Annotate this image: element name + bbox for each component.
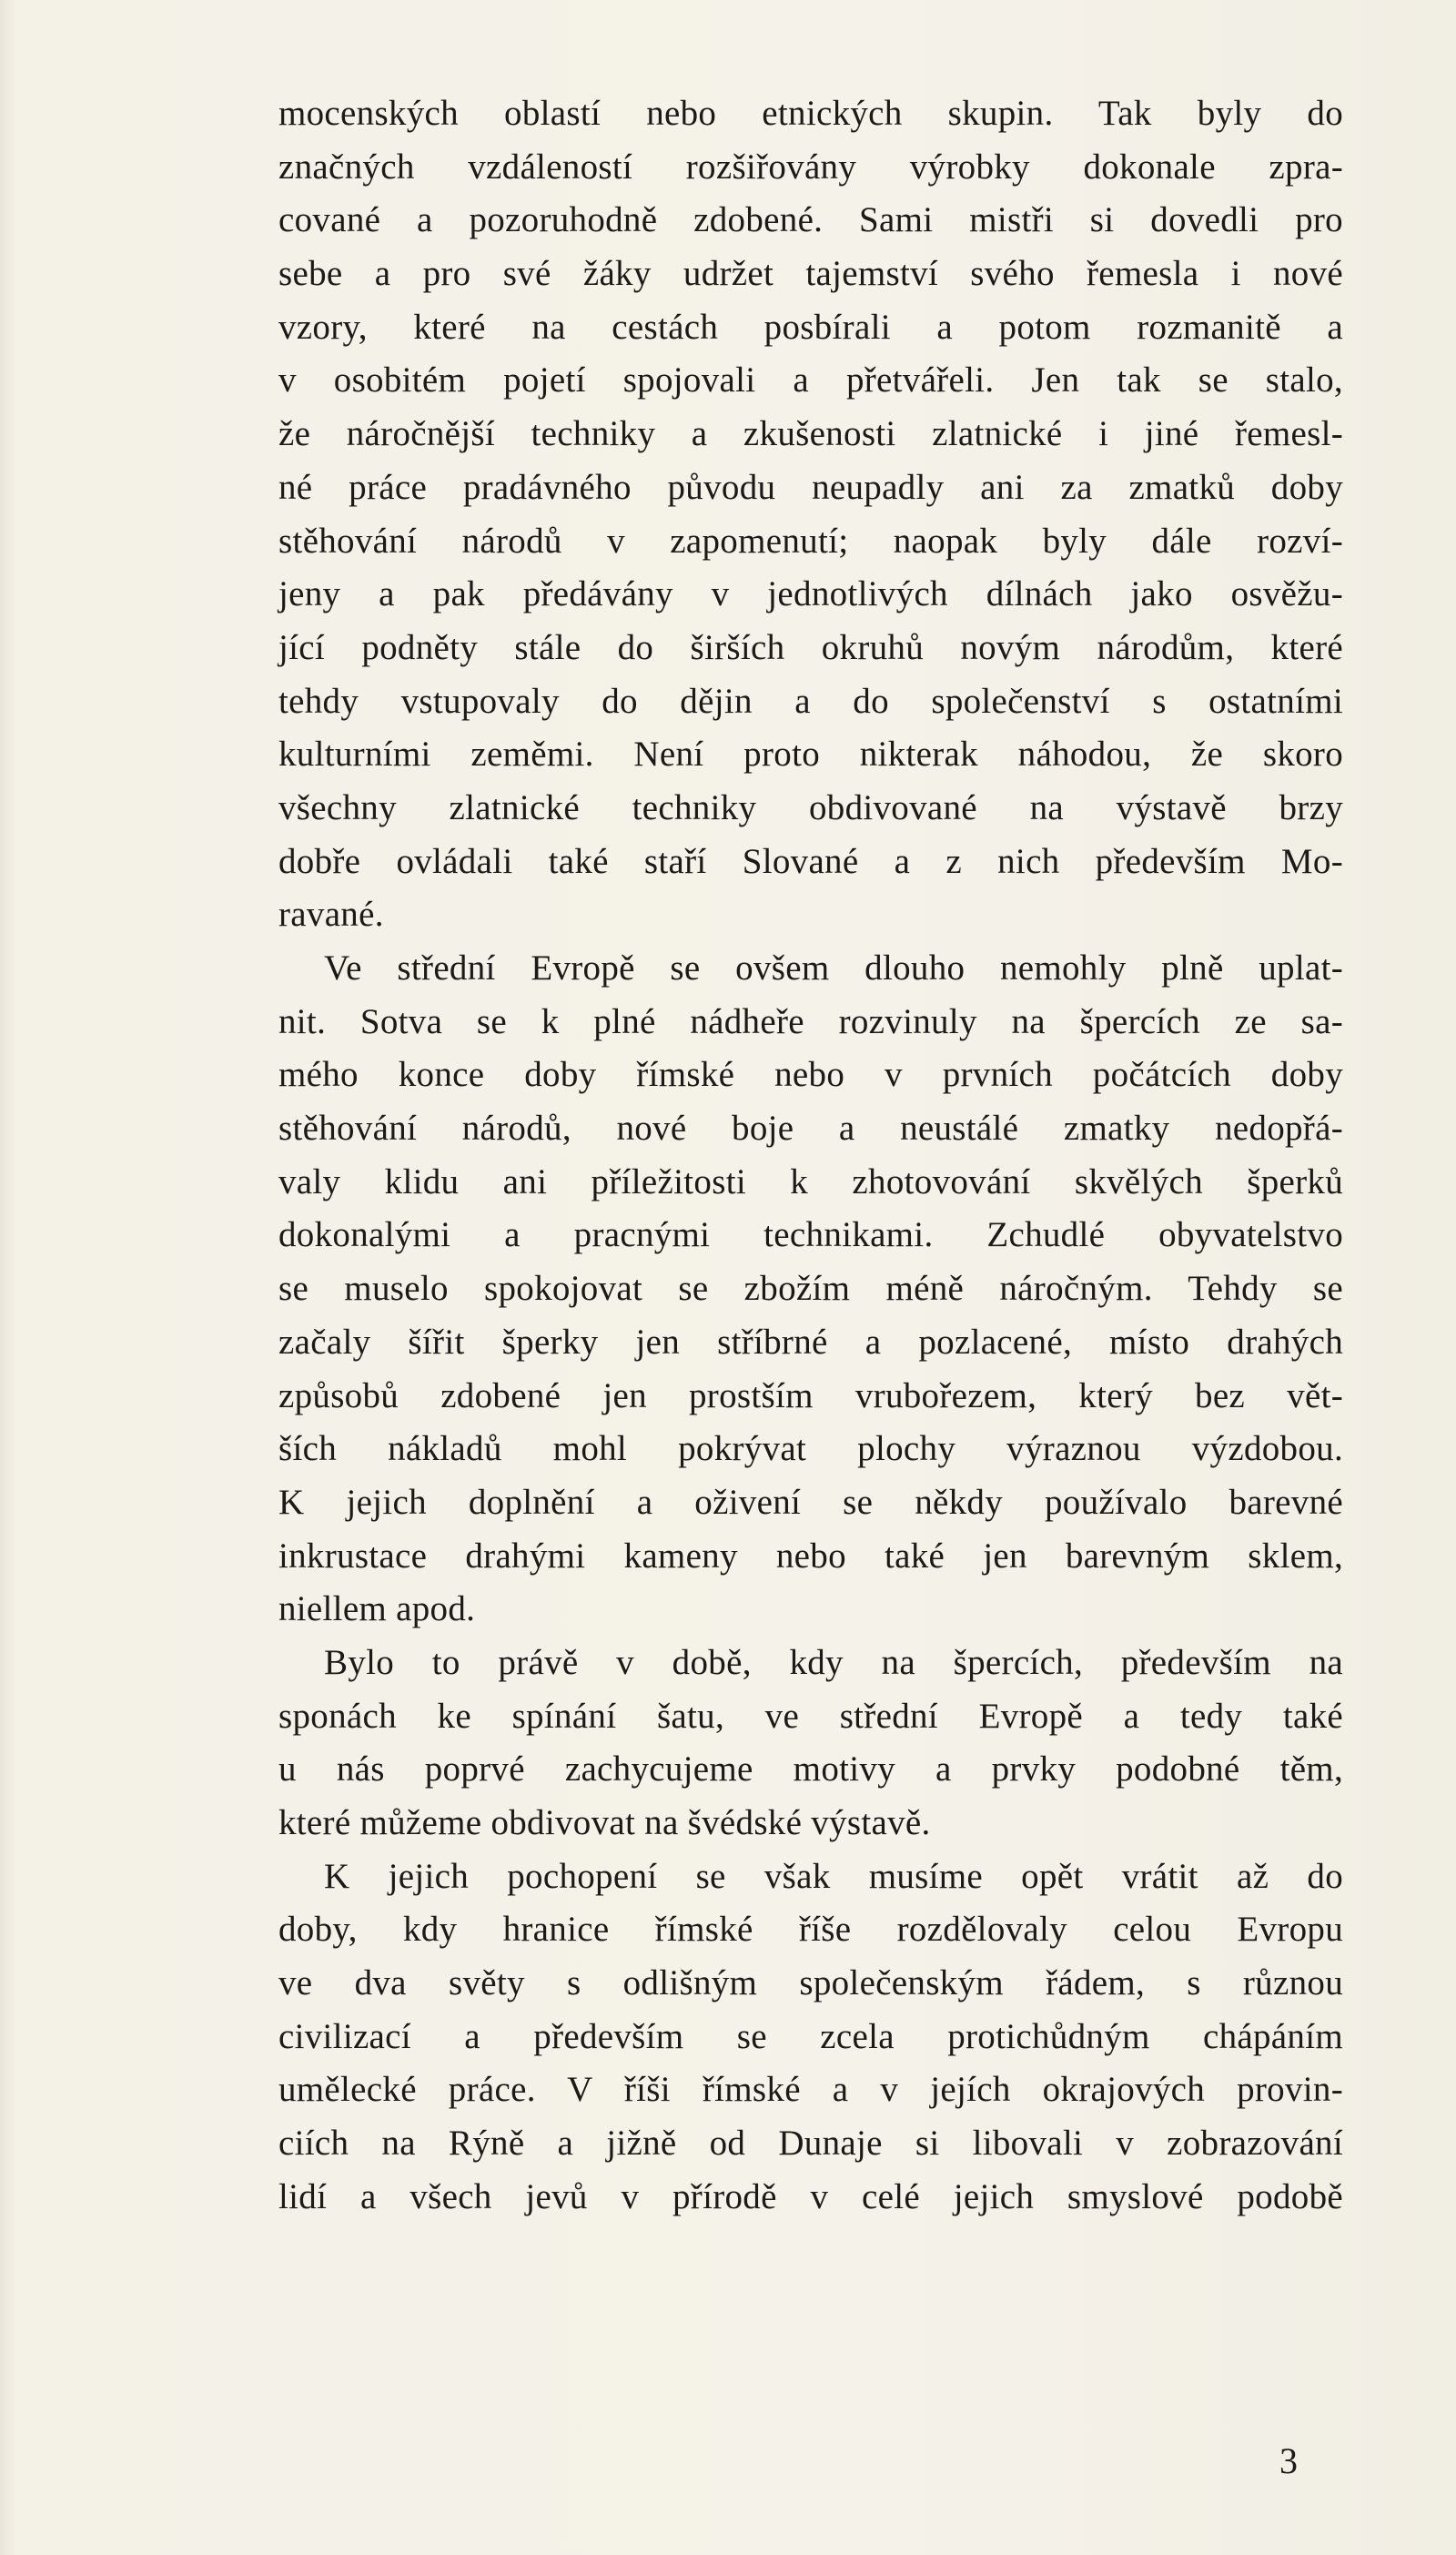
text-line: cované a pozoruhodně zdobené. Sami mistři si dovedli pro xyxy=(278,200,1343,240)
text-line: které můžeme obdivovat na švédské výstavě. xyxy=(278,1803,931,1842)
text-line: stěhování národů, nové boje a neustálé zmatky nedopřá- xyxy=(278,1109,1343,1149)
text-line: značných vzdáleností rozšiřovány výrobky dokonale zpra- xyxy=(278,147,1343,187)
text-line: sponách ke spínání šatu, ve střední Evropě a tedy také xyxy=(278,1696,1343,1736)
text-line: doby, kdy hranice římské říše rozdělovaly celou Evropu xyxy=(278,1910,1343,1950)
text-line: způsobů zdobené jen prostším vrubořezem, který bez vět- xyxy=(278,1375,1343,1415)
text-line: né práce pradávného původu neupadly ani za zmatků doby xyxy=(278,467,1343,507)
text-line: jící podněty stále do širších okruhů novým národům, které xyxy=(278,627,1343,667)
text-line: v osobitém pojetí spojovali a přetvářeli. Jen tak se stalo, xyxy=(278,360,1343,400)
text-line: dobře ovládali také staří Slované a z nich především Mo- xyxy=(278,841,1343,881)
page-number: 3 xyxy=(1279,2440,1298,2481)
text-line: dokonalými a pracnými technikami. Zchudlé obyvatelstvo xyxy=(278,1215,1343,1255)
text-line: ších nákladů mohl pokrývat plochy výraznou výzdobou. xyxy=(278,1429,1343,1469)
text-line: začaly šířit šperky jen stříbrné a pozlacené, místo drahých xyxy=(278,1322,1343,1362)
text-line: K jejich pochopení se však musíme opět vrátit až do xyxy=(324,1856,1343,1896)
text-line: tehdy vstupovaly do dějin a do společenství s ostatními xyxy=(278,681,1343,721)
text-line: nit. Sotva se k plné nádheře rozvinuly na špercích ze sa- xyxy=(278,1001,1343,1041)
text-line: mocenských oblastí nebo etnických skupin. Tak byly do xyxy=(278,94,1343,133)
text-line: valy klidu ani příležitosti k zhotovování skvělých šperků xyxy=(278,1161,1343,1201)
text-line: u nás poprvé zachycujeme motivy a prvky podobné těm, xyxy=(278,1749,1343,1790)
body-text xyxy=(278,87,1343,2225)
text-line: všechny zlatnické techniky obdivované na výstavě brzy xyxy=(278,787,1343,827)
text-line: vzory, které na cestách posbírali a potom rozmanitě a xyxy=(278,307,1343,347)
text-line: K jejich doplnění a oživení se někdy používalo barevné xyxy=(278,1482,1343,1522)
text-line: Ve střední Evropě se ovšem dlouho nemohly plně uplat- xyxy=(324,948,1343,988)
text-line: civilizací a především se zcela protichůdným chápáním xyxy=(278,2016,1343,2056)
text-line: se muselo spokojovat se zbožím méně náročným. Tehdy se xyxy=(278,1269,1343,1309)
text-line: niellem apod. xyxy=(278,1589,476,1629)
text-line: mého konce doby římské nebo v prvních počátcích doby xyxy=(278,1055,1343,1095)
text-line: stěhování národů v zapomenutí; naopak byly dále rozví- xyxy=(278,521,1343,561)
text-line: umělecké práce. V říši římské a v jejích okrajových provin- xyxy=(278,2070,1343,2110)
text-line: Bylo to právě v době, kdy na špercích, především na xyxy=(324,1642,1343,1682)
text-line: ravané. xyxy=(278,895,384,935)
text-line: že náročnější techniky a zkušenosti zlatnické i jiné řemesl- xyxy=(278,414,1343,454)
text-line: ve dva světy s odlišným společenským řádem, s různou xyxy=(278,1963,1343,2003)
text-line: sebe a pro své žáky udržet tajemství svého řemesla i nové xyxy=(278,254,1343,294)
text-line: inkrustace drahými kameny nebo také jen barevným sklem, xyxy=(278,1536,1343,1576)
text-line: jeny a pak předávány v jednotlivých dílnách jako osvěžu- xyxy=(278,574,1343,614)
text-line: lidí a všech jevů v přírodě v celé jejich smyslové podobě xyxy=(278,2176,1343,2216)
text-line: kulturními zeměmi. Není proto nikterak náhodou, že skoro xyxy=(278,735,1343,775)
text-line: ciích na Rýně a jižně od Dunaje si libovali v zobrazování xyxy=(278,2124,1343,2164)
